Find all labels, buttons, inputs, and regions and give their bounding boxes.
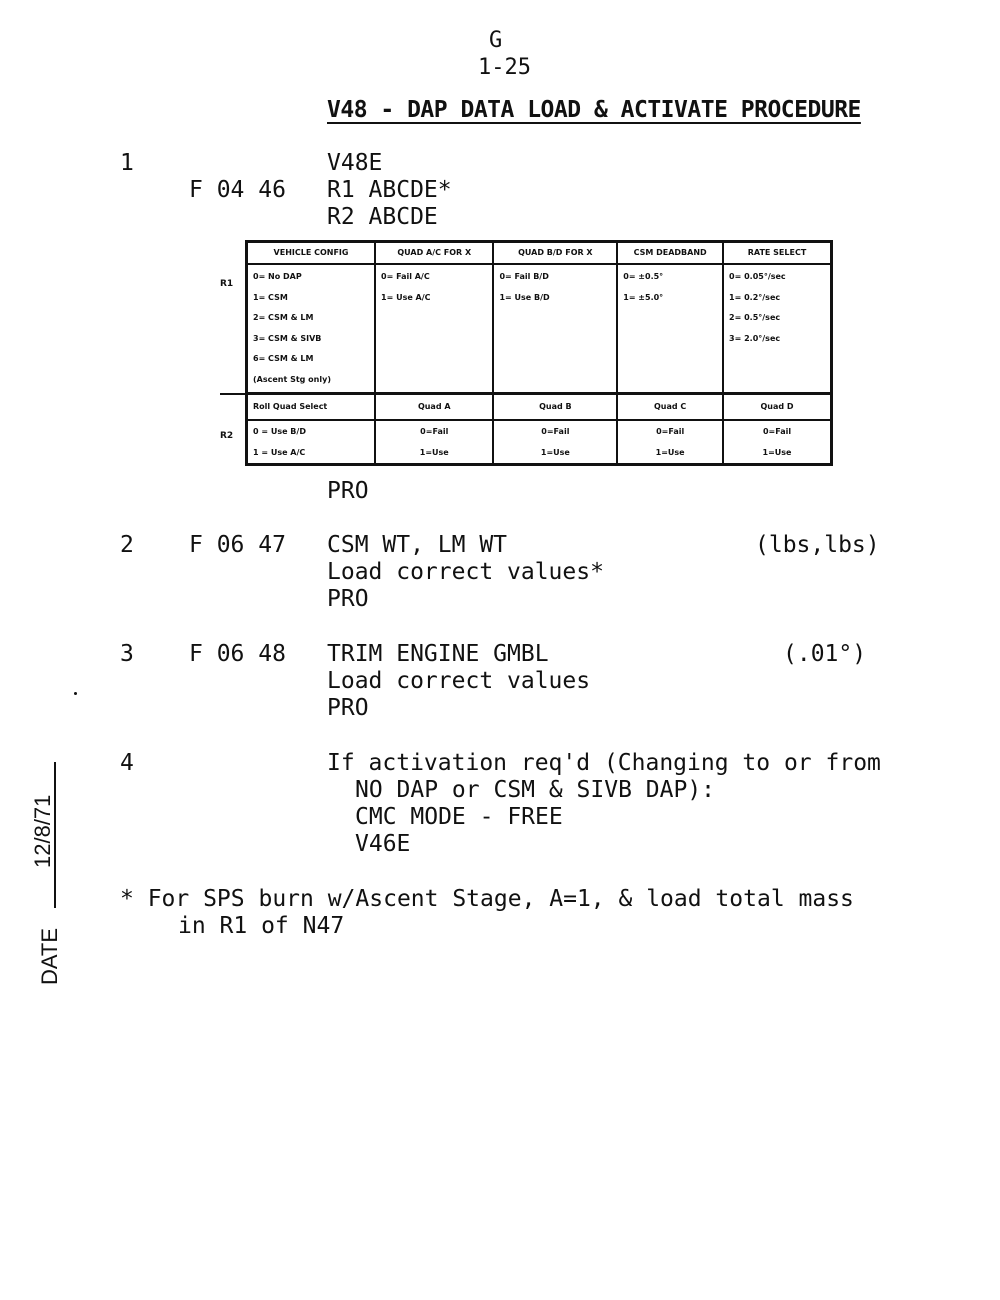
table-cell-line: (Ascent Stg only)	[253, 374, 331, 384]
table-header-cell: Quad A	[375, 394, 493, 421]
dap-config-table	[245, 240, 833, 466]
table-cell-line: 2= 0.5°/sec	[729, 313, 781, 322]
table-header-cell: QUAD B/D FOR X	[493, 242, 617, 265]
table-cell-line: 1 = Use A/C	[253, 447, 306, 457]
table-cell-line: 1=Use	[419, 447, 449, 457]
table-cell-quad-c	[617, 420, 723, 465]
table-cell-line: 1= ±5.0°	[623, 292, 664, 302]
table-divider-tick	[220, 393, 246, 395]
table-cell-line: 0= Fail A/C	[381, 272, 430, 281]
step-flash-verb-noun: F 04 46	[189, 177, 286, 203]
step-line: CSM WT, LM WT	[327, 532, 508, 558]
step-flash-verb-noun: F 06 47	[189, 532, 286, 558]
step-number: 3	[120, 641, 134, 667]
step-units: (.01°)	[783, 641, 867, 667]
table-cell-line: 6= CSM & LM	[253, 354, 314, 363]
table-header-cell: VEHICLE CONFIG	[247, 242, 376, 265]
table-cell-quad-b	[493, 420, 617, 465]
table-header-cell: Quad B	[493, 394, 617, 421]
table-header-row	[247, 394, 832, 421]
table-header-cell: Quad D	[723, 394, 831, 421]
procedure-title: V48 - DAP DATA LOAD & ACTIVATE PROCEDURE	[327, 97, 861, 123]
step-line: If activation req'd (Changing to or from	[327, 750, 881, 776]
table-cell-roll-quad	[247, 420, 376, 465]
table-cell-line: 1=Use	[540, 447, 570, 457]
step-line: V48E	[327, 150, 383, 176]
step-line: PRO	[327, 695, 369, 721]
table-cell-line: 0=Fail	[762, 427, 792, 436]
step-line: NO DAP or CSM & SIVB DAP):	[355, 777, 716, 803]
step-line: R1 ABCDE*	[327, 177, 452, 203]
table-cell-line: 0= No DAP	[253, 272, 302, 281]
step-number: 4	[120, 750, 134, 776]
table-cell-vehicle-config	[247, 264, 376, 394]
table-cell-line: 2= CSM & LM	[253, 313, 314, 322]
table-cell-line: 0= Fail B/D	[499, 272, 549, 281]
step-line: V46E	[355, 831, 411, 857]
table-cell-line: 0=Fail	[656, 427, 685, 436]
date-value: 12/8/71	[30, 794, 55, 868]
step-line: PRO	[327, 586, 369, 612]
step-line: Load correct values	[327, 668, 591, 694]
table-cell-line: 1=Use	[655, 447, 685, 457]
table-cell-line: 0= ±0.5°	[623, 272, 664, 281]
table-cell-quad-a	[375, 420, 493, 465]
step-line: PRO	[327, 478, 369, 504]
table-cell-line: 3= 2.0°/sec	[729, 333, 781, 343]
table-cell-quad-ac	[375, 264, 493, 394]
table-cell-line: 1= Use B/D	[499, 292, 550, 302]
table-cell-deadband	[617, 264, 723, 394]
table-cell-rate-select	[723, 264, 831, 394]
table-cell-line: 0= 0.05°/sec	[729, 272, 786, 281]
step-line: Load correct values*	[327, 559, 604, 585]
step-number: 2	[120, 532, 134, 558]
table-row-label-r2: R2	[220, 431, 234, 441]
table-header-cell: CSM DEADBAND	[617, 242, 723, 265]
table-cell-line: 1= 0.2°/sec	[729, 292, 781, 302]
table-cell-line: 0=Fail	[420, 427, 449, 436]
table-cell-quad-d	[723, 420, 831, 465]
footnote-line: * For SPS burn w/Ascent Stage, A=1, & load total mass	[120, 886, 854, 912]
step-units: (lbs,lbs)	[755, 532, 880, 558]
step-line: CMC MODE - FREE	[355, 804, 563, 830]
page-number: 1-25	[478, 55, 531, 80]
table-row	[247, 264, 832, 394]
table-header-cell: RATE SELECT	[723, 242, 831, 265]
table-cell-quad-bd	[493, 264, 617, 394]
table-cell-line: 0 = Use B/D	[253, 427, 306, 436]
table-header-cell: Quad C	[617, 394, 723, 421]
step-line: TRIM ENGINE GMBL	[327, 641, 549, 667]
date-label: DATE	[37, 927, 62, 985]
step-line: R2 ABCDE	[327, 204, 438, 230]
table-header-cell: Roll Quad Select	[247, 394, 376, 421]
section-letter: G	[489, 28, 503, 53]
table-row-label-r1: R1	[220, 279, 234, 289]
table-header-row	[247, 242, 832, 265]
stray-dot	[74, 692, 77, 695]
table-header-cell: QUAD A/C FOR X	[375, 242, 493, 265]
table-cell-line: 1= CSM	[253, 292, 288, 302]
footnote-line: in R1 of N47	[178, 913, 345, 939]
table-cell-line: 1=Use	[762, 447, 792, 457]
table-row	[247, 420, 832, 465]
table-cell-line: 0=Fail	[541, 427, 570, 436]
step-flash-verb-noun: F 06 48	[189, 641, 286, 667]
table-cell-line: 1= Use A/C	[381, 292, 431, 302]
table-cell-line: 3= CSM & SIVB	[253, 333, 322, 343]
step-number: 1	[120, 150, 134, 176]
